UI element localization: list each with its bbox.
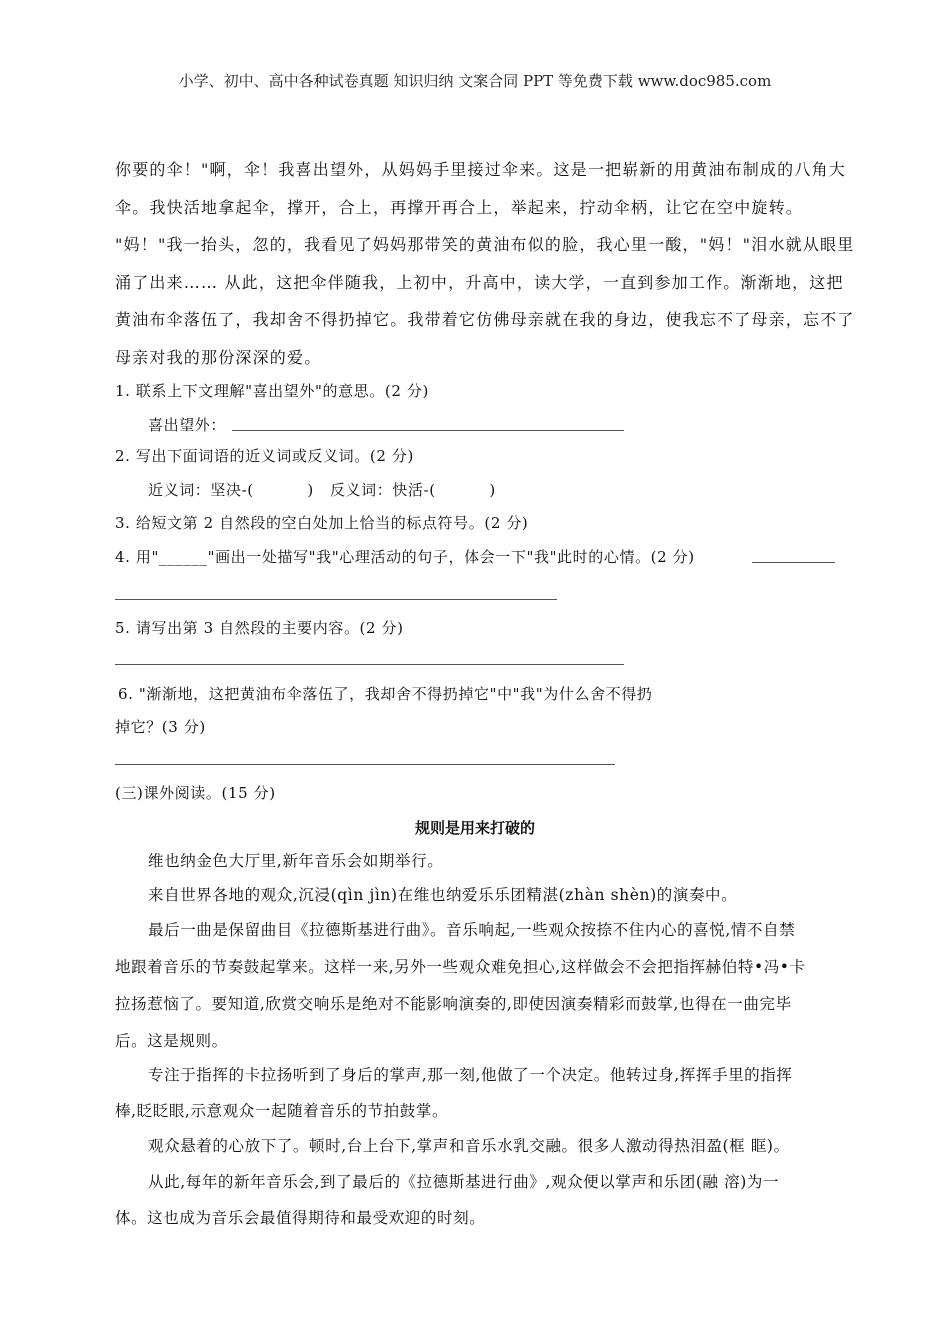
passage-line: "妈！"我一抬头，忽的，我看见了妈妈那带笑的黄油布似的脸，我心里一酸，"妈！"泪水就从眼里 bbox=[115, 235, 855, 254]
story-line: 拉扬惹恼了。要知道,欣赏交响乐是绝对不能影响演奏的,即使因演奏精彩而鼓掌,也得在一曲完毕 bbox=[115, 995, 792, 1013]
story-line: 体。这也成为音乐会最值得期待和最受欢迎的时刻。 bbox=[115, 1209, 486, 1227]
answer-line-4a[interactable] bbox=[752, 562, 835, 563]
question-4: 4. 用"______"画出一处描写"我"心理活动的句子，体会一下"我"此时的心情。(2 分) bbox=[115, 548, 695, 566]
story-title: 规则是用来打破的 bbox=[414, 819, 535, 837]
question-6-line-1: 6. "渐渐地，这把黄油布伞落伍了，我却舍不得扔掉它"中"我"为什么舍不得扔 bbox=[118, 685, 653, 703]
story-line: 后。这是规则。 bbox=[115, 1032, 228, 1050]
story-line: 地跟着音乐的节奏鼓起掌来。这样一来,另外一些观众难免担心,这样做会不会把指挥赫伯特•冯•卡 bbox=[115, 958, 806, 976]
question-5: 5. 请写出第 3 自然段的主要内容。(2 分) bbox=[115, 619, 404, 637]
question-3: 3. 给短文第 2 自然段的空白处加上恰当的标点符号。(2 分) bbox=[115, 514, 529, 532]
section-heading: (三)课外阅读。(15 分) bbox=[115, 784, 276, 802]
question-2-prompt: 近义词：坚决-( ) 反义词：快活-( ) bbox=[148, 481, 496, 499]
page-header: 小学、初中、高中各种试卷真题 知识归纳 文案合同 PPT 等免费下载 www.doc985.com bbox=[178, 72, 772, 90]
story-line: 从此,每年的新年音乐会,到了最后的《拉德斯基进行曲》,观众便以掌声和乐团(融 溶)为一 bbox=[148, 1173, 780, 1191]
passage-line: 母亲对我的那份深深的爱。 bbox=[115, 348, 322, 367]
question-1: 1. 联系上下文理解"喜出望外"的意思。(2 分) bbox=[115, 382, 429, 400]
question-2: 2. 写出下面词语的近义词或反义词。(2 分) bbox=[115, 447, 414, 465]
answer-line-4b[interactable] bbox=[115, 599, 557, 600]
story-line: 来自世界各地的观众,沉浸(qìn jìn)在维也纳爱乐乐团精湛(zhàn shèn)的演奏中。 bbox=[148, 886, 738, 904]
story-line: 维也纳金色大厅里,新年音乐会如期举行。 bbox=[148, 852, 444, 870]
passage-line: 涌了出来…… 从此，这把伞伴随我，上初中，升高中，读大学，一直到参加工作。渐渐地，这把 bbox=[115, 273, 844, 292]
answer-line-5[interactable] bbox=[115, 664, 624, 665]
question-1-prompt: 喜出望外： bbox=[148, 416, 227, 434]
story-line: 观众悬着的心放下了。顿时,台上台下,掌声和音乐水乳交融。很多人激动得热泪盈(框 眶)。 bbox=[148, 1137, 790, 1155]
story-line: 专注于指挥的卡拉扬听到了身后的掌声,那一刻,他做了一个决定。他转过身,挥挥手里的指挥 bbox=[148, 1066, 793, 1084]
answer-line-6[interactable] bbox=[115, 764, 615, 765]
story-line: 最后一曲是保留曲目《拉德斯基进行曲》。音乐响起,一些观众按捺不住内心的喜悦,情不自禁 bbox=[148, 921, 796, 939]
passage-line: 黄油布伞落伍了，我却舍不得扔掉它。我带着它仿佛母亲就在我的身边，使我忘不了母亲，忘不了 bbox=[115, 310, 855, 329]
answer-line-1[interactable] bbox=[232, 430, 624, 431]
passage-line: 你要的伞！"啊，伞！我喜出望外，从妈妈手里接过伞来。这是一把崭新的用黄油布制成的八角大 bbox=[115, 160, 846, 179]
story-line: 棒,眨眨眼,示意观众一起随着音乐的节拍鼓掌。 bbox=[115, 1102, 449, 1120]
question-6-line-2: 掉它？(3 分) bbox=[115, 718, 206, 736]
passage-line: 伞。我快活地拿起伞，撑开，合上，再撑开再合上，举起来，拧动伞柄，让它在空中旋转。 bbox=[115, 198, 804, 217]
